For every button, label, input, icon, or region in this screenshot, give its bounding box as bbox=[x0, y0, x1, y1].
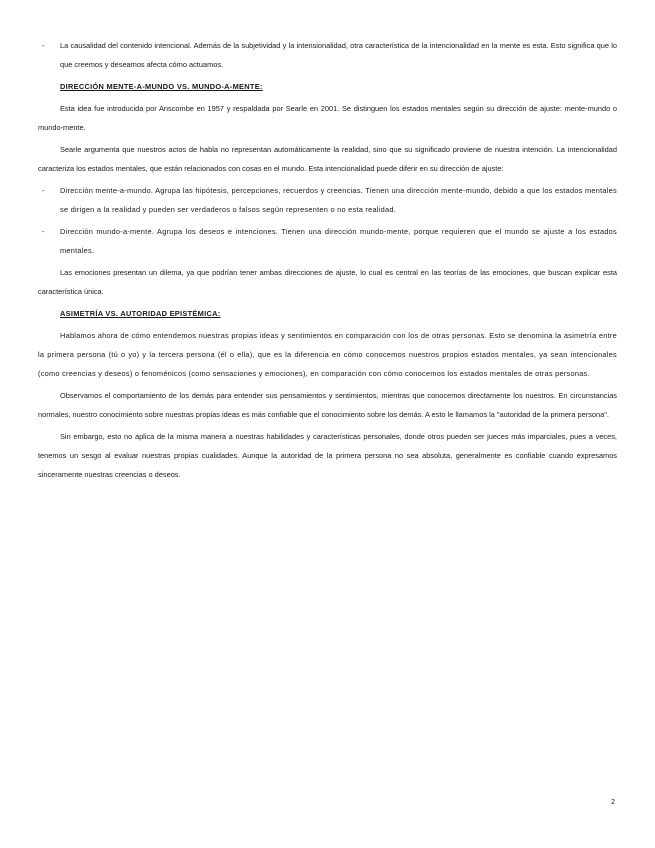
paragraph: Observamos el comportamiento de los demás para entender sus pensamientos y sentimientos, mientras que conocemos directamente los nuestros. En circunstancias normales, nuestro conocimiento sobre nuestras propias ideas es más confiable que el conocimiento sobre los demás. A esto le llamamos la "autoridad de la primera persona". bbox=[38, 391, 617, 419]
document-body bbox=[38, 36, 617, 487]
section-heading: DIRECCIÓN MENTE-A-MUNDO VS. MUNDO-A-MENTE: bbox=[60, 82, 263, 91]
paragraph: Searle argumenta que nuestros actos de habla no representan automáticamente la realidad, sino que su significado proviene de nuestra intención. La intencionalidad caracteriza los estados mentales, que están relacionados con cosas en el mundo. Esta intencionalidad puede diferir en su dirección de ajuste: bbox=[38, 145, 617, 173]
bullet-dash: - bbox=[42, 227, 45, 236]
list-item bbox=[38, 36, 617, 74]
paragraph: Esta idea fue introducida por Anscombe en 1957 y respaldada por Searle en 2001. Se distinguen los estados mentales según su dirección de ajuste: mente-mundo o mundo-mente. bbox=[38, 104, 617, 132]
list-item-text: Dirección mente-a-mundo. Agrupa las hipótesis, percepciones, recuerdos y creencias. Tienen una dirección mente-mundo, debido a que los estados mentales se dirigen a la realidad y pueden ser verdaderos o falsos según representen o no esta realidad. bbox=[60, 186, 617, 214]
paragraph: Hablamos ahora de cómo entendemos nuestras propias ideas y sentimientos en comparación con los de otras personas. Esto se denomina la asimetría entre la primera persona (tú o yo) y la tercera persona (él o ella), que es la diferencia en cómo conocemos nuestros propios estados mentales, ya sean intencionales (como creencias y deseos) o fenoménicos (como sensaciones y emociones), en comparación con cómo conocemos los estados mentales de otras personas. bbox=[38, 331, 617, 378]
page-number: 2 bbox=[611, 797, 616, 806]
section-heading: ASIMETRÍA VS. AUTORIDAD EPISTÉMICA: bbox=[60, 309, 221, 318]
list-item-text: La causalidad del contenido intencional. Además de la subjetividad y la intensionalidad, otra característica de la intencionalidad en la mente es esta. Esto significa que lo que creemos y deseamos afecta cómo actuamos. bbox=[60, 41, 617, 69]
bullet-dash: - bbox=[42, 186, 45, 195]
list-item-text: Dirección mundo-a-mente. Agrupa los deseos e intenciones. Tienen una dirección mundo-mente, porque requieren que el mundo se ajuste a los estados mentales. bbox=[60, 227, 617, 255]
list-item bbox=[38, 181, 617, 219]
paragraph: Sin embargo, esto no aplica de la misma manera a nuestras habilidades y características personales, donde otros pueden ser jueces más imparciales, pues a veces, tenemos un sesgo al evaluar nuestras propias cualidades. Aunque la autoridad de la primera persona no sea absoluta, generalmente es confiable cuando expresamos sinceramente nuestras creencias o deseos. bbox=[38, 432, 617, 479]
list-item bbox=[38, 222, 617, 260]
paragraph: Las emociones presentan un dilema, ya que podrían tener ambas direcciones de ajuste, lo cual es central en las teorías de las emociones, que buscan explicar esta característica única. bbox=[38, 268, 617, 296]
bullet-dash: - bbox=[42, 41, 45, 50]
